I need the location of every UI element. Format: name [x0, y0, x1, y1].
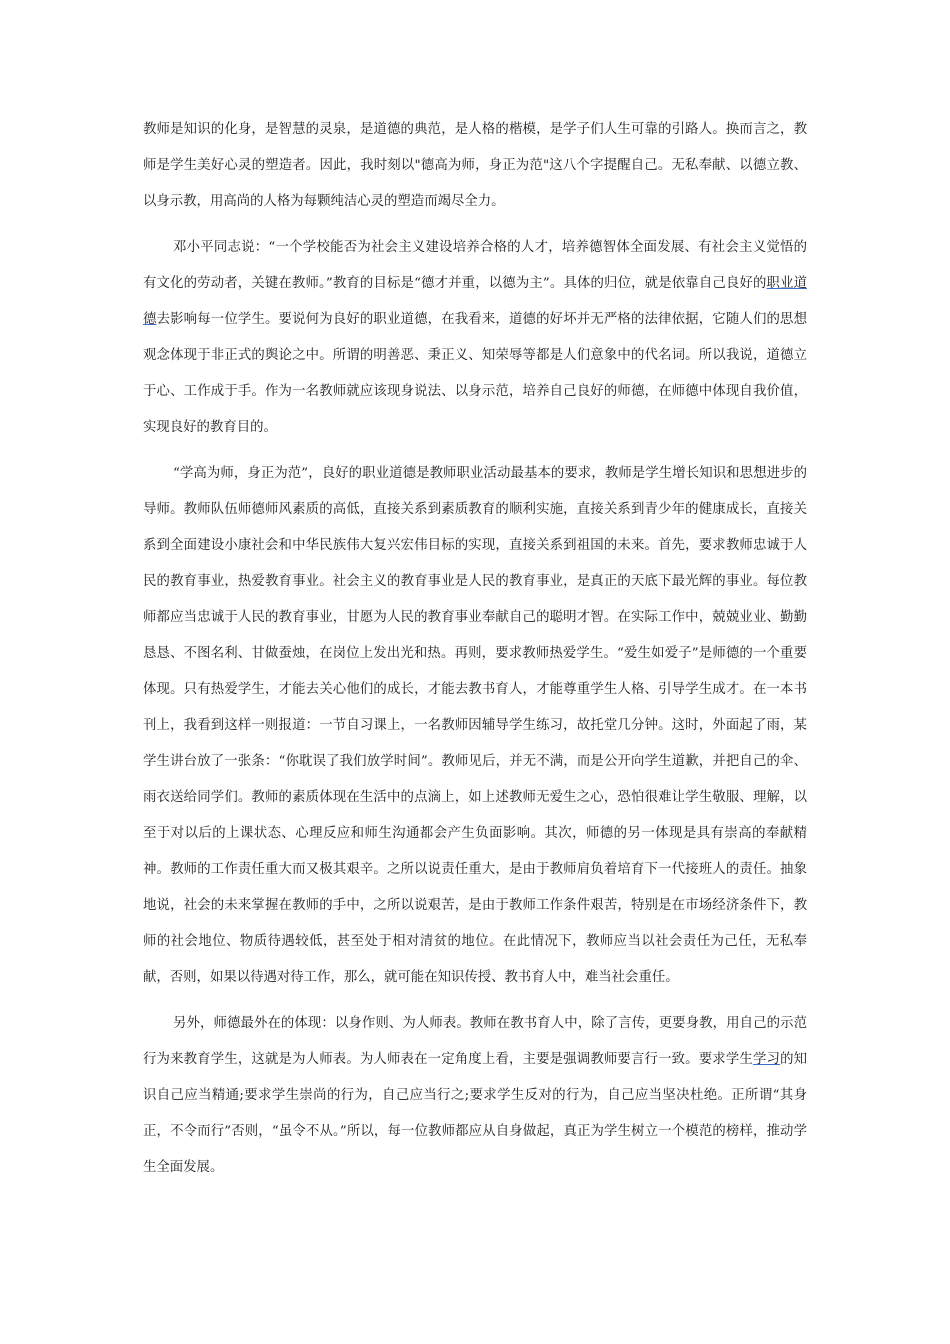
link-professional-ethics[interactable]: 职业道德 — [143, 276, 807, 327]
paragraph-3 — [143, 456, 807, 996]
paragraph-4 — [143, 1006, 807, 1186]
paragraph-text: 去影响每一位学生。要说何为良好的职业道德，在我看来，道德的好坏并无严格的法律依据，它随人们的思想观念体现于非正式的舆论之中。所谓的明善恶、秉正义、知荣辱等都是人们意象中的代名词。所以我说，道德立于心、工作成于手。作为一名教师就应该现身说法、以身示范，培养自己良好的师德，在师德中体现自我价值，实现良好的教育目的。 — [143, 312, 808, 435]
paragraph-text: 邓小平同志说：“一个学校能否为社会主义建设培养合格的人才，培养德智体全面发展、有社会主义觉悟的有文化的劳动者，关键在教师。”教育的目标是“德才并重，以德为主”。具体的归位，就是依靠自己良好的 — [143, 240, 807, 291]
paragraph-text: “学高为师，身正为范”，良好的职业道德是教师职业活动最基本的要求，教师是学生增长知识和思想进步的导师。教师队伍师德师风素质的高低，直接关系到素质教育的顺利实施，直接关系到青少年的健康成长，直接关系到全面建设小康社会和中华民族伟大复兴宏伟目标的实现，直接关系到祖国的未来。首先，要求教师忠诚于人民的教育事业，热爱教育事业。社会主义的教育事业是人民的教育事业，是真正的天底下最光辉的事业。每位教师都应当忠诚于人民的教育事业，甘愿为人民的教育事业奉献自己的聪明才智。在实际工作中，兢兢业业、勤勤恳恳、不图名利、甘做蚕烛，在岗位上发出光和热。再则，要求教师热爱学生。“爱生如爱子”是师德的一个重要体现。只有热爱学生，才能去关心他们的成长，才能去教书育人，才能尊重学生人格、引导学生成才。在一本书刊上，我看到这样一则报道：一节自习课上，一名教师因辅导学生练习，故托堂几分钟。这时，外面起了雨，某学生讲台放了一张条：“你耽误了我们放学时间”。教师见后，并无不满，而是公开向学生道歉，并把自己的伞、雨衣送给同学们。教师的素质体现在生活中的点滴上，如上述教师无爱生之心，恐怕很难让学生敬服、理解，以至于对以后的上课状态、心理反应和师生沟通都会产生负面影响。其次，师德的另一体现是具有崇高的奉献精神。教师的工作责任重大而又极其艰辛。之所以说责任重大，是由于教师肩负着培育下一代接班人的责任。抽象地说，社会的未来掌握在教师的手中，之所以说艰苦，是由于教师工作条件艰苦，特别是在市场经济条件下，教师的社会地位、物质待遇较低，甚至处于相对清贫的地位。在此情况下，教师应当以社会责任为己任，无私奉献，否则，如果以待遇对待工作，那么，就可能在知识传授、教书育人中，难当社会重任。 — [143, 466, 807, 985]
paragraph-2 — [143, 230, 807, 446]
paragraph-gap — [143, 220, 807, 230]
paragraph-text: 教师是知识的化身，是智慧的灵泉，是道德的典范，是人格的楷模，是学子们人生可靠的引路人。换而言之，教师是学生美好心灵的塑造者。因此，我时刻以"德高为师，身正为范"这八个字提醒自己。无私奉献、以德立教、以身示教，用高尚的人格为每颗纯洁心灵的塑造而竭尽全力。 — [143, 122, 807, 209]
document-body — [143, 112, 807, 1186]
link-study[interactable]: 学习 — [752, 1052, 781, 1067]
paragraph-gap — [143, 446, 807, 456]
paragraph-1 — [143, 112, 807, 220]
paragraph-gap — [143, 996, 807, 1006]
paragraph-text: 的知识自己应当精通;要求学生崇尚的行为，自己应当行之;要求学生反对的行为，自己应当坚决杜绝。正所谓“其身正，不令而行”否则，“虽令不从。”所以，每一位教师都应从自身做起，真正为学生树立一个模范的榜样，推动学生全面发展。 — [143, 1052, 808, 1175]
paragraph-text: 另外，师德最外在的体现：以身作则、为人师表。教师在教书育人中，除了言传，更要身教，用自己的示范行为来教育学生，这就是为人师表。为人师表在一定角度上看，主要是强调教师要言行一致。要求学生 — [143, 1016, 807, 1067]
